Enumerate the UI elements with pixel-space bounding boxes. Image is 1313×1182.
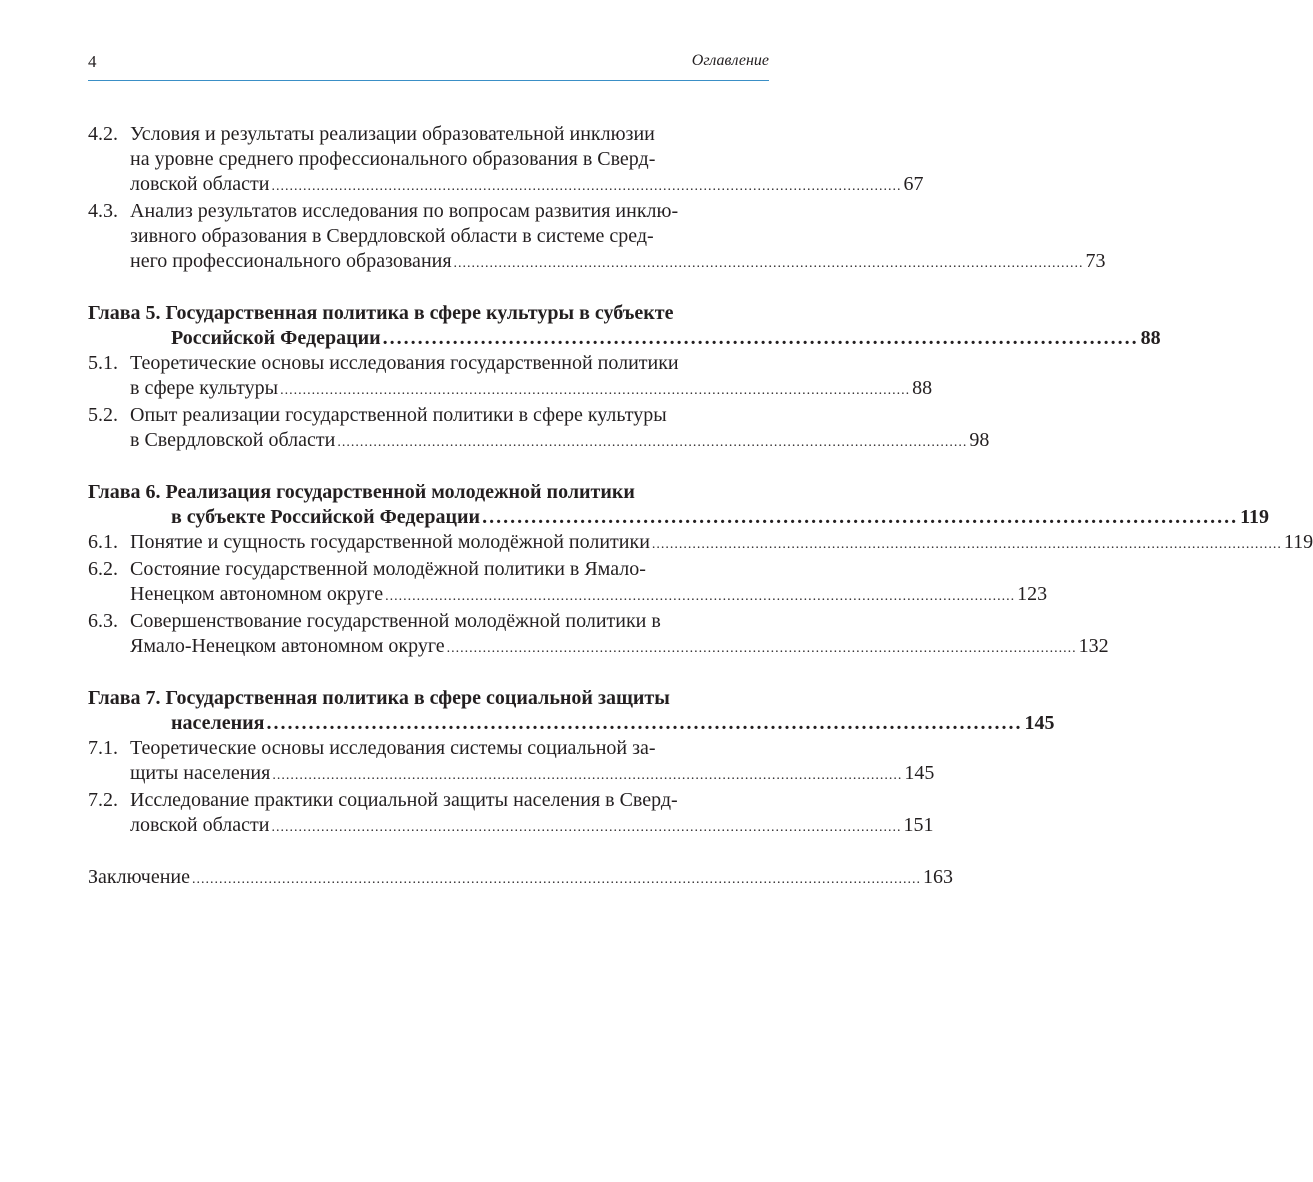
toc-entry-title-end: в сфере культуры — [130, 377, 279, 399]
dot-leader: ............................................................................................................................................ — [385, 589, 1016, 604]
chapter-title: Глава 7. Государственная политика в сфере социальной защиты — [88, 687, 670, 709]
chapter-title-end: в субъекте Российской Федерации — [171, 506, 481, 528]
running-title: Оглавление — [691, 52, 769, 69]
chapter-page: 119 — [1240, 506, 1269, 528]
dot-leader: ............................................................................................................................................ — [272, 768, 903, 783]
page-header — [88, 52, 769, 80]
toc-entry-6-2[interactable] — [88, 557, 1048, 609]
toc-entry-line: Теоретические основы исследования государственной политики — [130, 352, 679, 374]
toc-entry-7-2[interactable] — [88, 788, 934, 840]
conclusion-page: 163 — [923, 866, 953, 888]
dot-leader: ............................................................................................................................................ — [337, 435, 968, 450]
dot-leader: ............................................................................................................................................ — [280, 383, 911, 398]
toc-entry-number: 7.2. — [88, 789, 118, 811]
toc-entry-line: Состояние государственной молодёжной политики в Ямало- — [130, 558, 646, 580]
toc-entry-number: 4.2. — [88, 123, 118, 145]
toc-entry-page: 132 — [1078, 635, 1109, 657]
dot-leader: .................................................................................................................................................................. — [192, 872, 921, 887]
dot-leader: ............................................................................................................................................ — [271, 179, 902, 194]
toc-entry-line: Анализ результатов исследования по вопросам развития инклю- — [130, 200, 679, 222]
toc-entry-page: 123 — [1017, 583, 1048, 605]
dot-leader: ............................................................................................................ — [482, 506, 1239, 528]
toc-entry-number: 5.1. — [88, 352, 118, 374]
toc-entry-page: 88 — [912, 377, 933, 399]
toc-chapter-7[interactable] — [88, 686, 1055, 736]
toc-entry-page: 119 — [1283, 531, 1313, 553]
toc-entry-line: зивного образования в Свердловской области в системе сред- — [130, 225, 654, 247]
toc-entry-page: 151 — [903, 814, 934, 836]
conclusion-title: Заключение — [88, 866, 190, 888]
chapter-title: Глава 5. Государственная политика в сфере культуры в субъекте — [88, 302, 674, 324]
toc-entry-7-1[interactable] — [88, 736, 935, 788]
toc-entry-page: 145 — [904, 762, 935, 784]
toc-entry-title-end: щиты населения — [130, 762, 271, 784]
toc-entry-number: 6.2. — [88, 558, 118, 580]
toc-entry-page: 67 — [903, 173, 924, 195]
toc-chapter-6[interactable] — [88, 480, 1269, 530]
toc-entry-page: 98 — [969, 429, 990, 451]
toc-entry-title-end: Ямало-Ненецком автономном округе — [130, 635, 445, 657]
toc-entry-title-end: ловской области — [130, 173, 270, 195]
toc-entry-number: 4.3. — [88, 200, 118, 222]
toc-entry-line: Условия и результаты реализации образовательной инклюзии — [130, 123, 655, 145]
toc-entry-number: 7.1. — [88, 737, 118, 759]
toc-entry-title-end: Понятие и сущность государственной молодёжной политики — [130, 531, 650, 553]
toc-entry-title-end: него профессионального образования — [130, 250, 452, 272]
toc-conclusion[interactable] — [88, 865, 953, 892]
toc-entry-line: на уровне среднего профессионального образования в Сверд- — [130, 148, 656, 170]
chapter-title: Глава 6. Реализация государственной молодежной политики — [88, 481, 635, 503]
dot-leader: ............................................................................................................................................ — [651, 537, 1282, 552]
toc-entry-number: 6.3. — [88, 610, 118, 632]
toc-entry-4-3[interactable] — [88, 199, 1106, 276]
toc-chapter-5[interactable] — [88, 301, 1161, 351]
dot-leader: ............................................................................................................ — [382, 327, 1139, 349]
dot-leader: ............................................................................................................................................ — [271, 820, 902, 835]
dot-leader: ............................................................................................................................................ — [446, 641, 1077, 656]
table-of-contents — [88, 122, 1313, 892]
header-rule — [88, 80, 769, 81]
toc-entry-6-1[interactable] — [88, 530, 1313, 557]
toc-entry-title-end: Ненецком автономном округе — [130, 583, 384, 605]
toc-entry-6-3[interactable] — [88, 609, 1109, 661]
toc-entry-5-1[interactable] — [88, 351, 933, 403]
toc-entry-number: 5.2. — [88, 404, 118, 426]
toc-entry-line: Опыт реализации государственной политики в сфере культуры — [130, 404, 667, 426]
toc-entry-4-2[interactable] — [88, 122, 924, 199]
dot-leader: ............................................................................................................ — [266, 712, 1023, 734]
toc-entry-line: Исследование практики социальной защиты населения в Сверд- — [130, 789, 678, 811]
chapter-title-end: населения — [171, 712, 265, 734]
toc-entry-number: 6.1. — [88, 531, 118, 553]
chapter-page: 145 — [1024, 712, 1055, 734]
toc-entry-line: Совершенствование государственной молодёжной политики в — [130, 610, 661, 632]
toc-entry-line: Теоретические основы исследования системы социальной за- — [130, 737, 656, 759]
toc-entry-title-end: ловской области — [130, 814, 270, 836]
dot-leader: ............................................................................................................................................ — [453, 256, 1084, 271]
toc-entry-title-end: в Свердловской области — [130, 429, 336, 451]
page-number: 4 — [88, 52, 97, 71]
chapter-page: 88 — [1140, 327, 1161, 349]
toc-entry-5-2[interactable] — [88, 403, 990, 455]
chapter-title-end: Российской Федерации — [171, 327, 381, 349]
toc-entry-page: 73 — [1085, 250, 1106, 272]
